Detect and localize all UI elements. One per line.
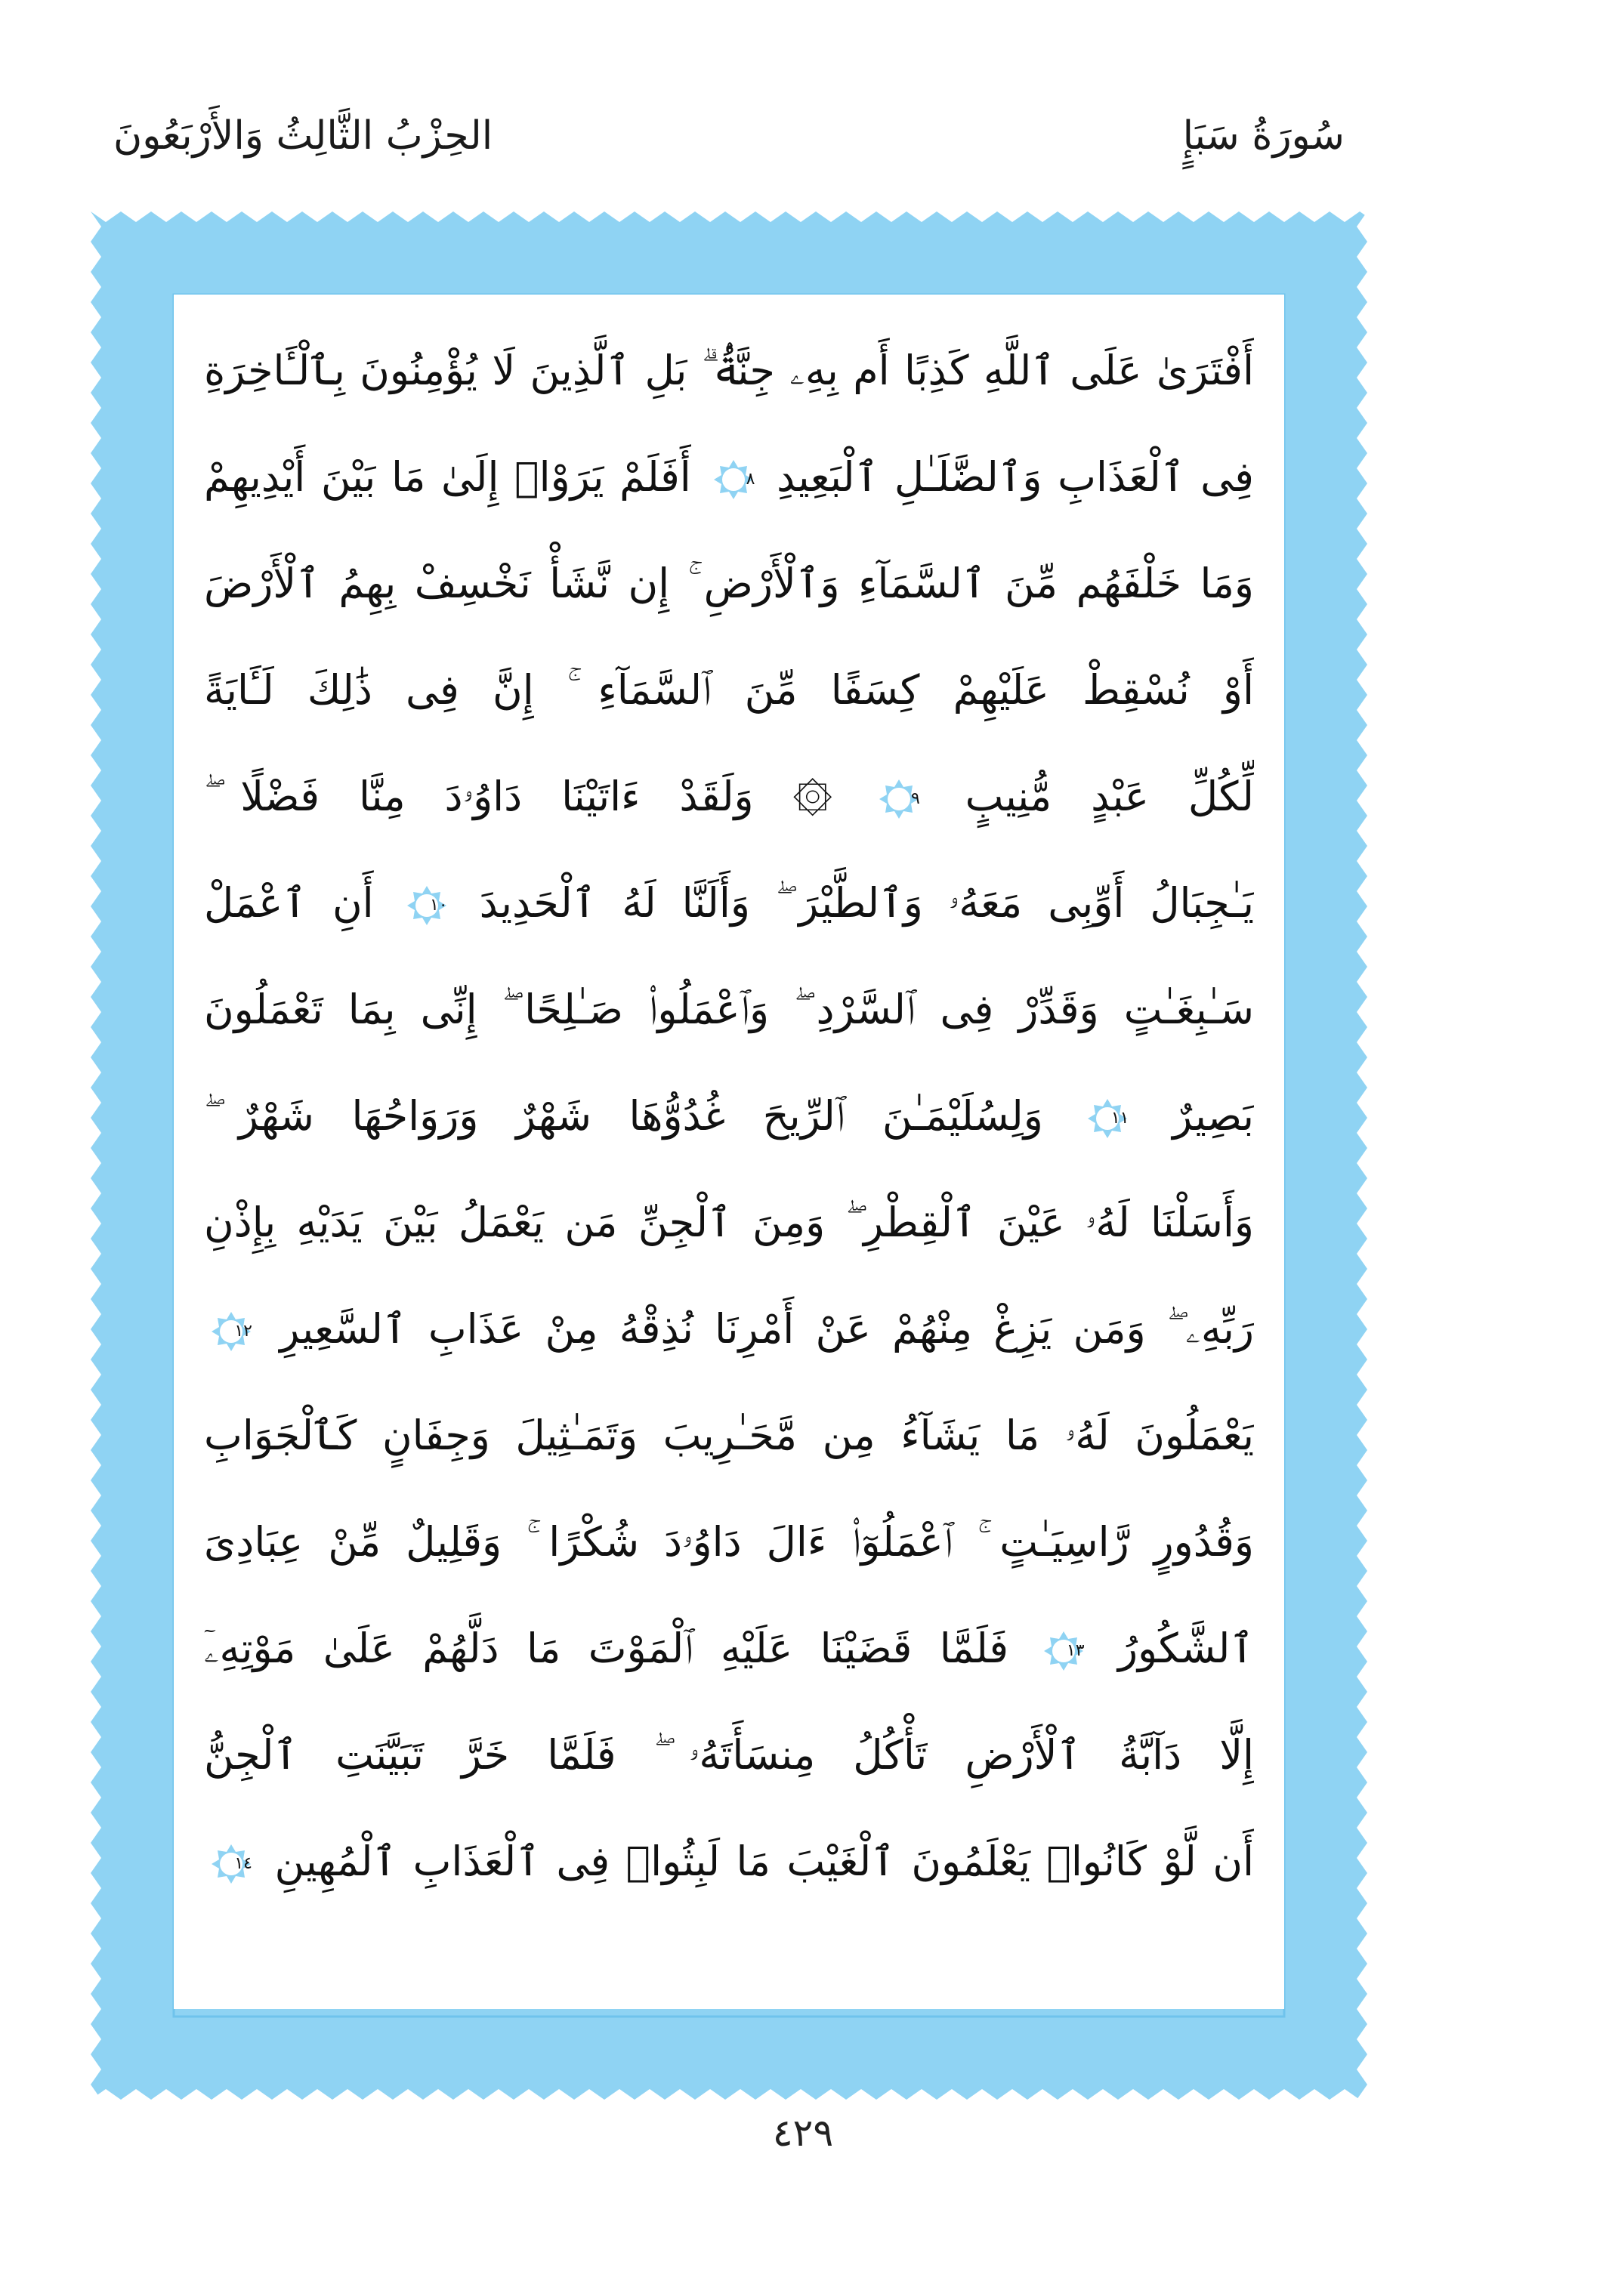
verse-text: أَوْ نُسْقِطْ عَلَيْهِمْ كِسَفًا مِّنَ ٱلسَّمَآءِ ۚ إِنَّ فِى ذَٰلِكَ لَـَٔايَةً xyxy=(204,666,1254,714)
verse-text: ٱلشَّكُورُ xyxy=(1117,1625,1254,1672)
ayah-number: ١٣ xyxy=(1066,1641,1085,1661)
text-line xyxy=(204,1808,1254,1915)
verse-text: وَقُدُورٍ رَّاسِيَـٰتٍ ۚ ٱعْمَلُوٓا۟ ءَالَ دَاوُۥدَ شُكْرًا ۚ وَقَلِيلٌ مِّنْ عِبَادِىَ xyxy=(204,1518,1254,1566)
ayah-number-marker xyxy=(406,884,448,927)
ayah-number-marker xyxy=(1042,1630,1085,1672)
verse-text: فِى ٱلْعَذَابِ وَٱلضَّلَـٰلِ ٱلْبَعِيدِ xyxy=(777,453,1254,501)
ayah-number-marker xyxy=(878,778,920,820)
verse-text: بَصِيرٌ xyxy=(1172,1092,1254,1140)
ayah-number: ١٠ xyxy=(429,896,448,915)
verse-text: أَفَلَمْ يَرَوْا۟ إِلَىٰ مَا بَيْنَ أَيْدِيهِمْ xyxy=(204,453,691,501)
ayah-number: ١٢ xyxy=(234,1322,252,1341)
verse-text: ۞ وَلَقَدْ ءَاتَيْنَا دَاوُۥدَ مِنَّا فَضْلًا ۖ xyxy=(204,773,832,820)
quran-text-lines xyxy=(204,317,1254,1915)
text-line xyxy=(204,1276,1254,1382)
page-number: ٤٢٩ xyxy=(772,2111,834,2155)
ayah-number-marker xyxy=(712,458,755,501)
ayah-number: ١٤ xyxy=(234,1854,252,1874)
text-line xyxy=(204,530,1254,637)
verse-text: رَبِّهِۦ ۖ وَمَن يَزِغْ مِنْهُمْ عَنْ أَمْرِنَا نُذِقْهُ مِنْ عَذَابِ ٱلسَّعِيرِ xyxy=(280,1305,1254,1353)
ayah-number: ١١ xyxy=(1110,1109,1129,1128)
verse-text: أَن لَّوْ كَانُوا۟ يَعْلَمُونَ ٱلْغَيْبَ مَا لَبِثُوا۟ فِى ٱلْعَذَابِ ٱلْمُهِينِ xyxy=(274,1838,1254,1885)
ayah-number-marker xyxy=(210,1843,252,1885)
verse-text: أَنِ ٱعْمَلْ xyxy=(204,879,374,927)
verse-text: سَـٰبِغَـٰتٍ وَقَدِّرْ فِى ٱلسَّرْدِ ۖ وَٱعْمَلُوا۟ صَـٰلِحًا ۖ إِنِّى بِمَا تَعْمَلُونَ xyxy=(204,986,1254,1033)
ayah-number-marker xyxy=(210,1310,252,1353)
text-line xyxy=(204,1489,1254,1595)
verse-text: يَعْمَلُونَ لَهُۥ مَا يَشَآءُ مِن مَّحَـٰرِيبَ وَتَمَـٰثِيلَ وَجِفَانٍ كَٱلْجَوَابِ xyxy=(204,1412,1254,1459)
verse-text: أَفْتَرَىٰ عَلَى ٱللَّهِ كَذِبًا أَم بِهِۦ جِنَّةُۢ ۗ بَلِ ٱلَّذِينَ لَا يُؤْمِنُونَ بِٱلْـَٔاخِرَةِ xyxy=(204,347,1254,394)
text-line xyxy=(204,1169,1254,1276)
surah-title: سُورَةُ سَبَإٍ xyxy=(1182,113,1345,159)
text-line xyxy=(204,743,1254,850)
text-line xyxy=(204,1063,1254,1169)
verse-text: لِّكُلِّ عَبْدٍ مُّنِيبٍ xyxy=(965,773,1254,820)
ayah-number: ٨ xyxy=(746,470,755,489)
verse-text: وَأَسَلْنَا لَهُۥ عَيْنَ ٱلْقِطْرِ ۖ وَمِنَ ٱلْجِنِّ مَن يَعْمَلُ بَيْنَ يَدَيْهِ بِإِذْنِ xyxy=(204,1199,1254,1246)
text-line xyxy=(204,956,1254,1063)
text-line xyxy=(204,1382,1254,1489)
text-line xyxy=(204,317,1254,424)
text-line xyxy=(204,1595,1254,1702)
text-line xyxy=(204,850,1254,956)
text-line xyxy=(204,637,1254,743)
page-header xyxy=(113,113,1345,174)
verse-text: وَلِسُلَيْمَـٰنَ ٱلرِّيحَ غُدُوُّهَا شَهْرٌ وَرَوَاحُهَا شَهْرٌ ۖ xyxy=(204,1092,1043,1140)
text-line xyxy=(204,424,1254,530)
ayah-number: ٩ xyxy=(910,789,920,809)
hizb-title: الحِزْبُ الثَّالِثُ وَالأَرْبَعُونَ xyxy=(113,113,493,159)
text-line xyxy=(204,1702,1254,1808)
verse-text: يَـٰجِبَالُ أَوِّبِى مَعَهُۥ وَٱلطَّيْرَ ۖ وَأَلَنَّا لَهُ ٱلْحَدِيدَ xyxy=(479,879,1254,927)
verse-text: وَمَا خَلْفَهُم مِّنَ ٱلسَّمَآءِ وَٱلْأَرْضِ ۚ إِن نَّشَأْ نَخْسِفْ بِهِمُ ٱلْأَرْضَ xyxy=(204,560,1254,607)
verse-text: فَلَمَّا قَضَيْنَا عَلَيْهِ ٱلْمَوْتَ مَا دَلَّهُمْ عَلَىٰ مَوْتِهِۦٓ xyxy=(204,1625,1009,1672)
verse-text: إِلَّا دَآبَّةُ ٱلْأَرْضِ تَأْكُلُ مِنسَأَتَهُۥ ۖ فَلَمَّا خَرَّ تَبَيَّنَتِ ٱلْجِنُّ xyxy=(204,1731,1254,1779)
ayah-number-marker xyxy=(1086,1097,1129,1140)
